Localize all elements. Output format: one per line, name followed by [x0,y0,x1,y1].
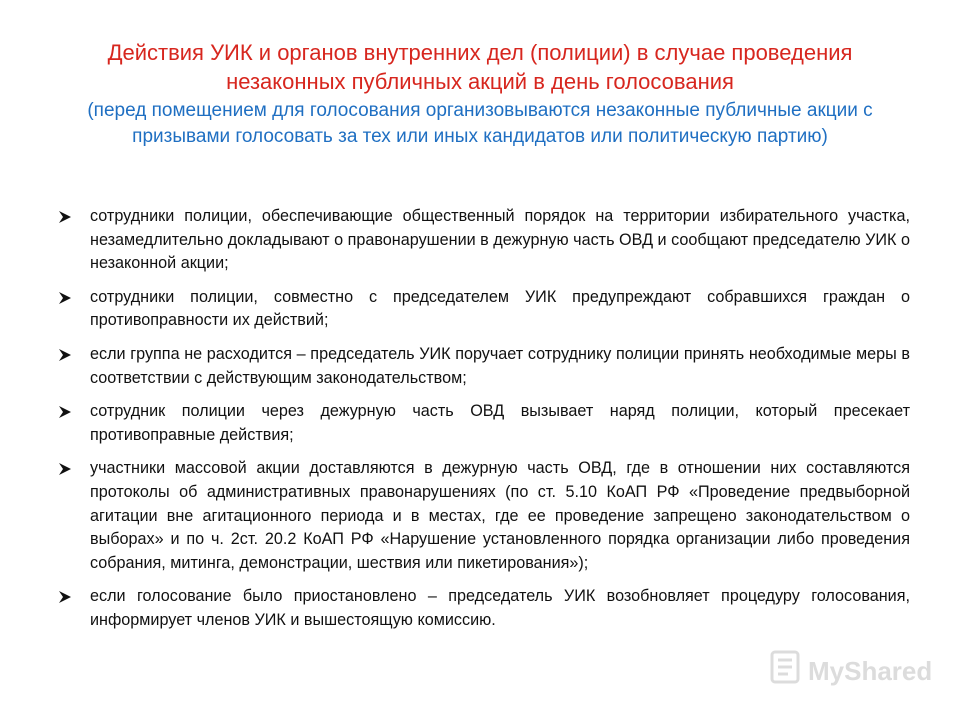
bullet-list [58,205,910,643]
bullet-item [58,585,910,632]
bullet-text: сотрудники полиции, совместно с председателем УИК предупреждают собравшихся граждан о противоправности их действий; [90,287,910,330]
slide-title: Действия УИК и органов внутренних дел (полиции) в случае проведения незаконных публичных акций в день голосования [107,40,853,94]
watermark-text: MyShared [808,656,933,686]
bullet-text: если голосование было приостановлено – председатель УИК возобновляет процедуру голосования, информирует членов УИК и вышестоящую комиссию. [90,587,910,629]
arrowhead-bullet-icon [58,210,72,224]
bullet-item [58,400,910,447]
watermark-logo-icon [768,648,804,688]
arrowhead-bullet-icon [58,291,72,305]
watermark-logo [768,640,933,700]
bullet-text: сотрудник полиции через дежурную часть ОВД вызывает наряд полиции, который пресекает противоправные действия; [90,402,910,444]
bullet-item [58,457,910,575]
arrowhead-bullet-icon [58,405,72,419]
arrowhead-bullet-icon [58,590,72,604]
bullet-text: участники массовой акции доставляются в дежурную часть ОВД, где в отношении них составляются протоколы об административных правонарушениях (по ст. 5.10 КоАП РФ «Проведение предвыборной агитации вне агитационного периода и в местах, где ее проведение запрещено законодательством о выборах» и по ч. 2ст. 20.2 КоАП РФ «Нарушение установленного порядка организации либо проведения собрания, митинга, демонстрации, шествия или пикетирования»); [90,459,910,572]
title-block [50,38,910,150]
arrowhead-bullet-icon [58,462,72,476]
bullet-item [58,343,910,390]
slide-subtitle: (перед помещением для голосования организовываются незаконные публичные акции с призывами голосовать за тех или иных кандидатов или политическую партию) [87,100,873,147]
arrowhead-bullet-icon [58,348,72,362]
bullet-item [58,286,910,333]
bullet-item [58,205,910,276]
bullet-text: сотрудники полиции, обеспечивающие общественный порядок на территории избирательного участка, незамедлительно докладывают о правонарушении в дежурную часть ОВД и сообщают председателю УИК о незаконной акции; [90,207,910,273]
bullet-text: если группа не расходится – председатель УИК поручает сотруднику полиции принять необходимые меры в соответствии с действующим законодательством; [90,344,910,387]
